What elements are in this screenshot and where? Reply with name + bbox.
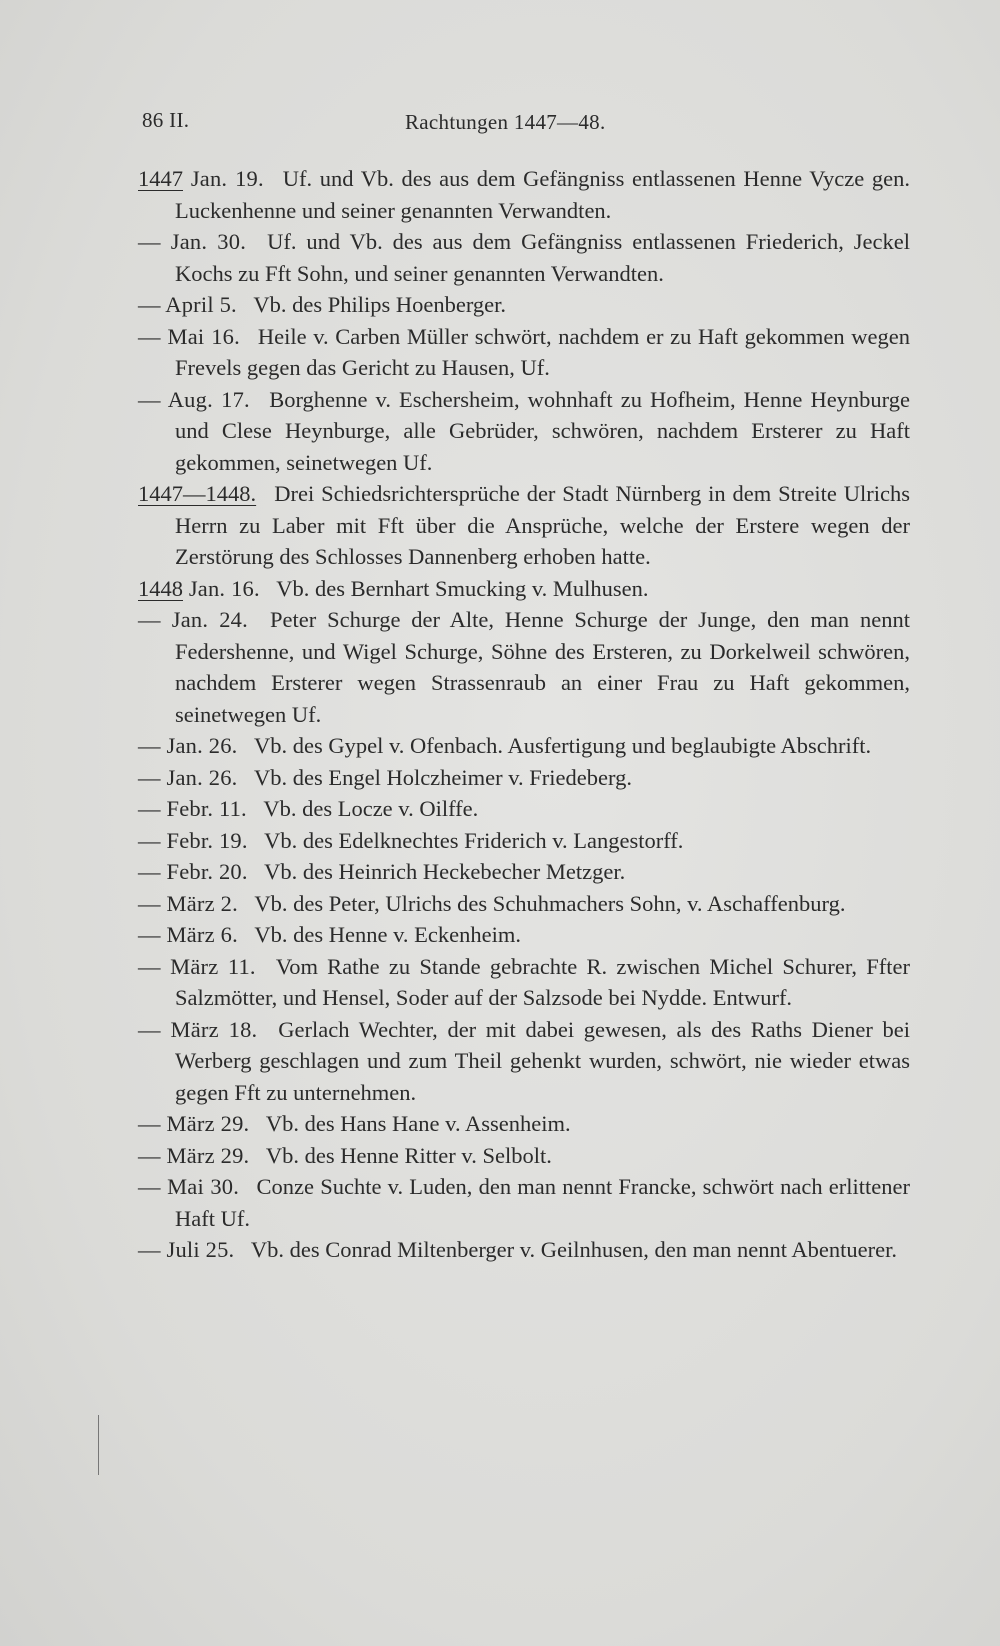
entry-date: — Mai 30. bbox=[138, 1174, 240, 1199]
calendar-entry bbox=[138, 1108, 910, 1140]
calendar-entry bbox=[138, 919, 910, 951]
entry-date: — Jan. 26. bbox=[138, 733, 238, 758]
calendar-entry bbox=[138, 384, 910, 479]
page-header bbox=[140, 108, 910, 138]
calendar-entry bbox=[138, 888, 910, 920]
entry-date: — März 29. bbox=[138, 1111, 250, 1136]
entry-text: Vb. des Engel Holczheimer v. Friedeberg. bbox=[253, 764, 632, 790]
entry-date: — Mai 16. bbox=[138, 323, 240, 349]
entry-text: Vb. des Heinrich Heckebecher Metzger. bbox=[264, 859, 626, 884]
page-number: 86 II. bbox=[142, 108, 190, 132]
calendar-entry bbox=[138, 730, 910, 762]
calendar-entry bbox=[138, 1140, 910, 1172]
entry-text: Gerlach Wechter, der mit dabei gewesen, als des Raths Diener bei Werberg geschlagen und zum Theil gehenkt wurden, schwört, nie wieder etwas gegen Fft zu unternehmen. bbox=[175, 1016, 910, 1105]
entry-date: — Febr. 19. bbox=[138, 827, 248, 853]
entry-date: — März 6. bbox=[138, 922, 238, 947]
entry-date: — März 18. bbox=[138, 1016, 258, 1042]
entry-date: — Jan. 26. bbox=[138, 764, 238, 790]
entry-text: Vom Rathe zu Stande gebrachte R. zwischen Michel Schurer, Ffter Salzmötter, und Hensel, Soder auf der Salzsode bei Nydde. Entwurf. bbox=[175, 953, 911, 1010]
calendar-entry bbox=[138, 825, 910, 857]
calendar-entry bbox=[138, 321, 910, 384]
entry-year: 1447—1448. bbox=[138, 481, 257, 506]
entry-year: 1448 bbox=[138, 575, 183, 601]
calendar-entry bbox=[138, 226, 910, 289]
entry-text: Vb. des Locze v. Oilffe. bbox=[263, 796, 479, 821]
entry-text: Heile v. Carben Müller schwört, nachdem er zu Haft gekommen wegen Frevels gegen das Gericht zu Hausen, Uf. bbox=[175, 323, 911, 380]
entry-text: Vb. des Henne Ritter v. Selbolt. bbox=[265, 1142, 552, 1168]
entry-date: Jan. 19. bbox=[183, 166, 264, 191]
entry-date: — März 2. bbox=[138, 890, 238, 916]
calendar-entry bbox=[138, 573, 910, 605]
entry-text: Conze Suchte v. Luden, den man nennt Francke, schwört nach erlittener Haft Uf. bbox=[175, 1174, 910, 1231]
entry-text: Vb. des Bernhart Smucking v. Mulhusen. bbox=[276, 575, 649, 601]
entry-text: Vb. des Philips Hoenberger. bbox=[253, 292, 507, 317]
calendar-entries bbox=[138, 163, 910, 1266]
calendar-entry bbox=[138, 793, 910, 825]
calendar-entry bbox=[138, 604, 910, 730]
entry-date: — März 11. bbox=[138, 953, 256, 979]
calendar-entry bbox=[138, 951, 910, 1014]
entry-text: Drei Schiedsrichtersprüche der Stadt Nürnberg in dem Streite Ulrichs Herrn zu Laber mit Fft über die Ansprüche, welche der Erstere wegen der Zerstörung des Schlosses Dannenberg erhoben hatte. bbox=[175, 481, 910, 569]
entry-date: Jan. 16. bbox=[183, 575, 260, 601]
entry-text: Borghenne v. Eschersheim, wohnhaft zu Hofheim, Henne Heynburge und Clese Heynburge, alle Gebrüder, schwören, nachdem Ersterer zu Haft gekommen, seinetwegen Uf. bbox=[175, 386, 910, 475]
entry-text: Vb. des Henne v. Eckenheim. bbox=[254, 922, 521, 947]
entry-text: Vb. des Conrad Miltenberger v. Geilnhusen, den man nennt Abentuerer. bbox=[250, 1237, 897, 1262]
calendar-entry bbox=[138, 762, 910, 794]
entry-text: Vb. des Peter, Ulrichs des Schuhmachers Sohn, v. Aschaffenburg. bbox=[254, 890, 846, 916]
entry-text: Uf. und Vb. des aus dem Gefängniss entlassenen Friederich, Jeckel Kochs zu Fft Sohn, und seiner genannten Verwandten. bbox=[175, 229, 910, 286]
running-title: Rachtungen 1447—48. bbox=[405, 110, 606, 134]
entry-text: Vb. des Gypel v. Ofenbach. Ausfertigung und beglaubigte Abschrift. bbox=[253, 733, 872, 758]
calendar-entry bbox=[138, 163, 910, 226]
calendar-entry bbox=[138, 1234, 910, 1266]
calendar-entry bbox=[138, 1014, 910, 1109]
entry-date: — Jan. 24. bbox=[138, 607, 248, 632]
entry-date: — April 5. bbox=[138, 292, 237, 317]
entry-year: 1447 bbox=[138, 166, 183, 191]
calendar-entry bbox=[138, 1171, 910, 1234]
calendar-entry bbox=[138, 289, 910, 321]
entry-date: — Aug. 17. bbox=[138, 386, 250, 412]
calendar-entry bbox=[138, 856, 910, 888]
entry-text: Peter Schurge der Alte, Henne Schurge der Junge, den man nennt Federshenne, und Wigel Schurge, Söhne des Ersteren, zu Dorkelweil schwören, nachdem Ersterer wegen Strassenraub an einer Frau zu Haft gekommen, seinetwegen Uf. bbox=[175, 607, 911, 727]
entry-date: — Juli 25. bbox=[138, 1237, 235, 1262]
entry-date: — März 29. bbox=[138, 1142, 250, 1168]
entry-text: Vb. des Edelknechtes Friderich v. Langestorff. bbox=[264, 827, 684, 853]
entry-text: Vb. des Hans Hane v. Assenheim. bbox=[265, 1111, 571, 1136]
entry-date: — Febr. 20. bbox=[138, 859, 248, 884]
entry-text: Uf. und Vb. des aus dem Gefängniss entlassenen Henne Vycze gen. Luckenhenne und seiner genannten Verwandten. bbox=[175, 166, 911, 223]
calendar-entry bbox=[138, 478, 910, 573]
entry-date: — Febr. 11. bbox=[138, 796, 247, 821]
margin-pencil-mark bbox=[98, 1415, 99, 1475]
entry-date: — Jan. 30. bbox=[138, 229, 247, 254]
